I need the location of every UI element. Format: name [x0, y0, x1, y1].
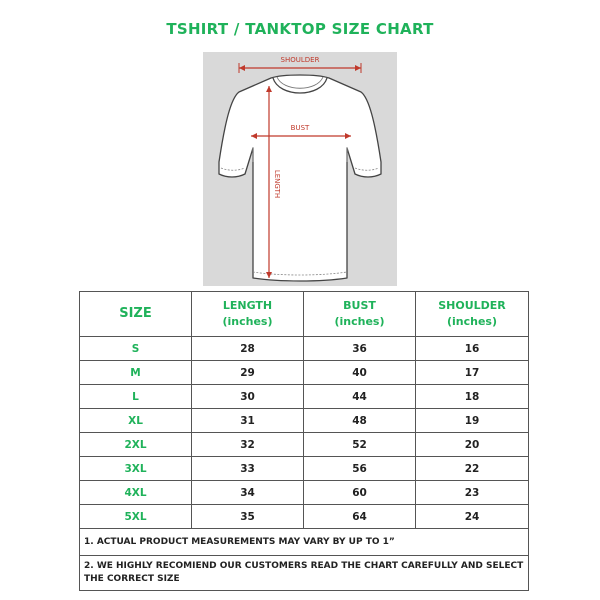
shoulder-cell: 16: [416, 337, 529, 361]
header-length-label: LENGTH: [222, 299, 273, 312]
table-row: [80, 337, 529, 361]
length-cell: 31: [192, 409, 304, 433]
table-row: [80, 433, 529, 457]
note-row: [80, 556, 529, 591]
size-chart-table: [79, 291, 529, 591]
size-cell: 2XL: [80, 433, 192, 457]
header-bust-unit: (inches): [334, 315, 385, 328]
bust-cell: 64: [304, 505, 416, 529]
page-title: TSHIRT / TANKTOP SIZE CHART: [166, 20, 434, 38]
shoulder-cell: 20: [416, 433, 529, 457]
header-length-unit: (inches): [222, 315, 273, 328]
size-cell: 3XL: [80, 457, 192, 481]
bust-cell: 44: [304, 385, 416, 409]
size-cell: 5XL: [80, 505, 192, 529]
shoulder-label: SHOULDER: [280, 56, 320, 64]
shoulder-measure: [239, 56, 361, 73]
length-cell: 30: [192, 385, 304, 409]
bust-cell: 36: [304, 337, 416, 361]
note-text: 2. WE HIGHLY RECOMIEND OUR CUSTOMERS READ THE CHART CAREFULLY AND SELECT THE CORRECT SIZE: [80, 556, 529, 591]
header-shoulder-label: SHOULDER: [438, 299, 506, 312]
table-row: [80, 505, 529, 529]
tshirt-diagram: [203, 52, 397, 286]
length-cell: 33: [192, 457, 304, 481]
table-row: [80, 457, 529, 481]
bust-cell: 48: [304, 409, 416, 433]
note-row: [80, 529, 529, 556]
size-cell: XL: [80, 409, 192, 433]
bust-cell: 60: [304, 481, 416, 505]
header-bust-label: BUST: [343, 299, 376, 312]
length-cell: 34: [192, 481, 304, 505]
bust-cell: 40: [304, 361, 416, 385]
table-row: [80, 481, 529, 505]
table-row: [80, 409, 529, 433]
length-cell: 28: [192, 337, 304, 361]
shoulder-cell: 22: [416, 457, 529, 481]
size-cell: M: [80, 361, 192, 385]
tshirt-outline-icon: [203, 52, 397, 286]
header-bust: [304, 292, 416, 337]
size-cell: S: [80, 337, 192, 361]
shoulder-cell: 19: [416, 409, 529, 433]
shoulder-cell: 24: [416, 505, 529, 529]
bust-cell: 56: [304, 457, 416, 481]
shoulder-cell: 18: [416, 385, 529, 409]
header-length: [192, 292, 304, 337]
shoulder-cell: 17: [416, 361, 529, 385]
length-label: LENGTH: [273, 169, 281, 199]
size-cell: L: [80, 385, 192, 409]
bust-label: BUST: [290, 124, 310, 132]
table-row: [80, 385, 529, 409]
bust-cell: 52: [304, 433, 416, 457]
header-shoulder-unit: (inches): [446, 315, 497, 328]
table-header-row: [80, 292, 529, 337]
header-size: SIZE: [80, 292, 192, 337]
length-cell: 29: [192, 361, 304, 385]
size-cell: 4XL: [80, 481, 192, 505]
table-row: [80, 361, 529, 385]
note-text: 1. ACTUAL PRODUCT MEASUREMENTS MAY VARY BY UP TO 1”: [80, 529, 529, 556]
header-shoulder: [416, 292, 529, 337]
shoulder-cell: 23: [416, 481, 529, 505]
length-cell: 35: [192, 505, 304, 529]
length-cell: 32: [192, 433, 304, 457]
